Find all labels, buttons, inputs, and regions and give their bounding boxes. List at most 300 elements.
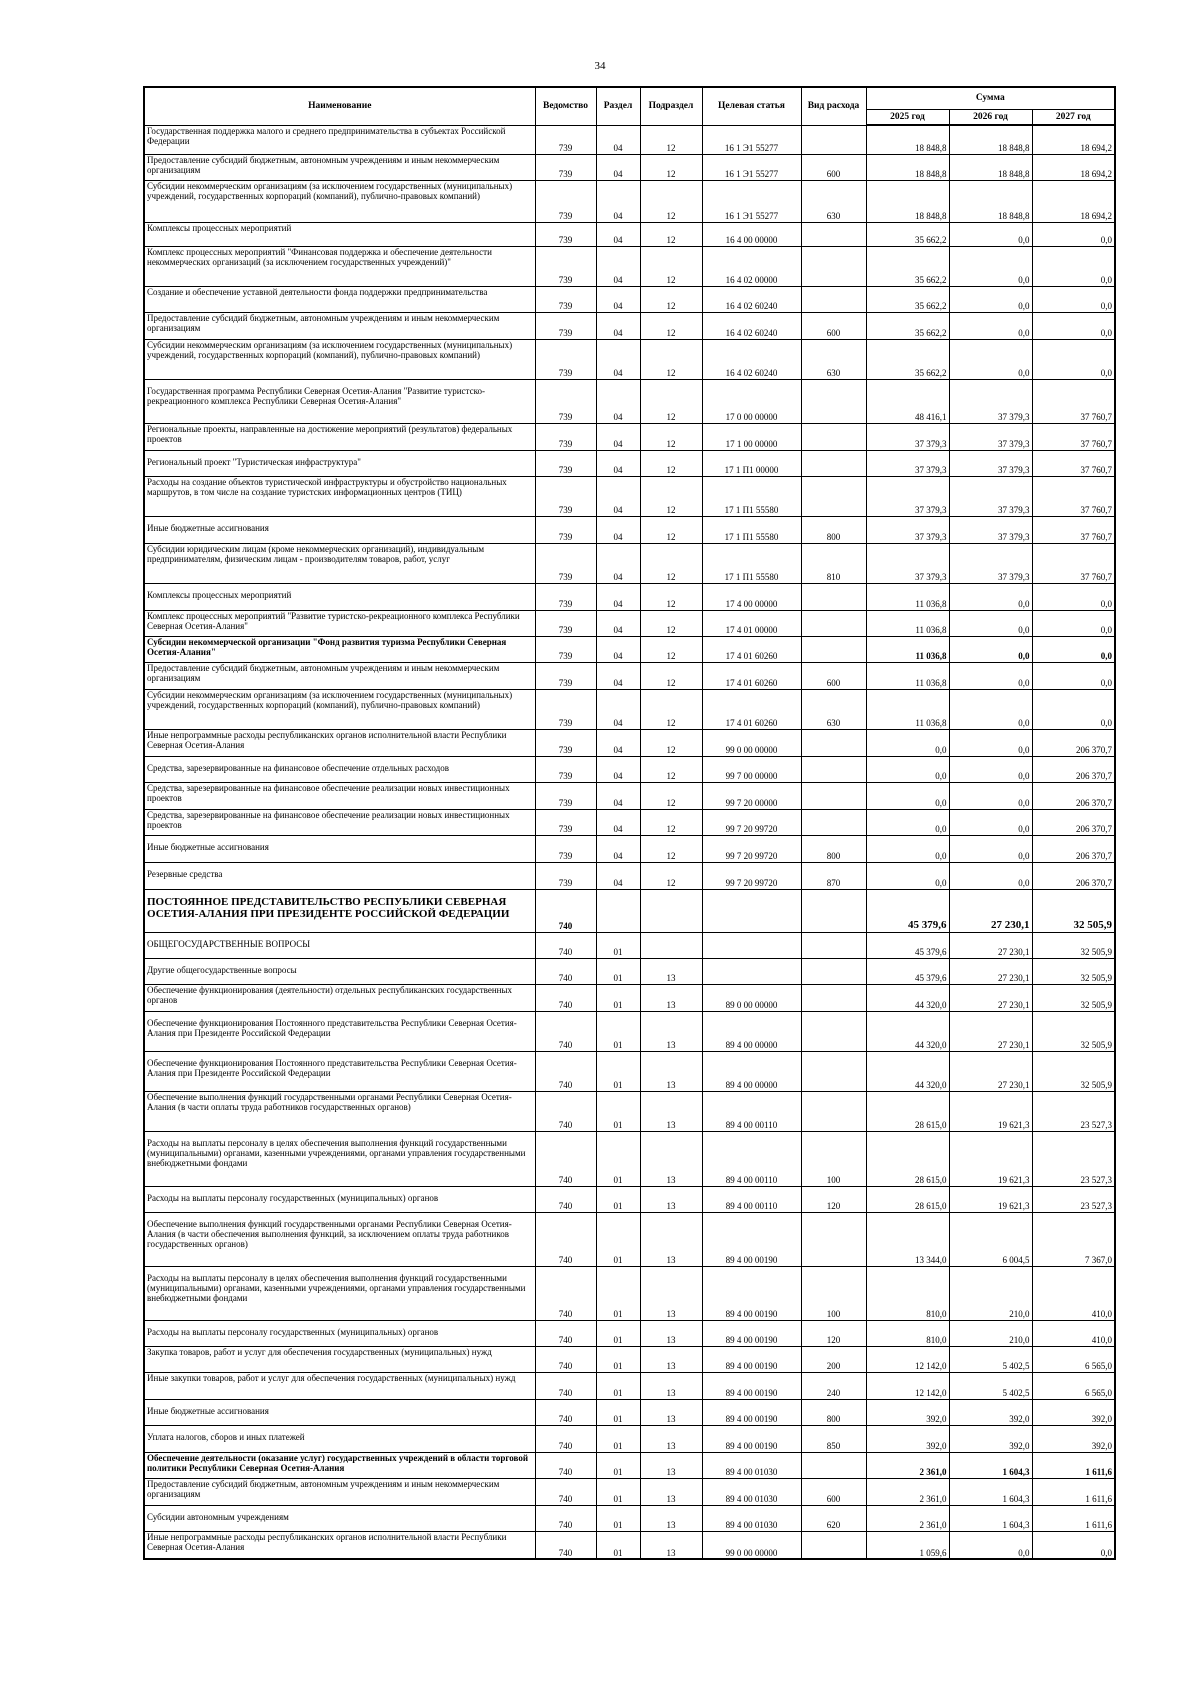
cell-target-article: 89 4 00 00110 [702, 1131, 801, 1186]
cell-subsection: 12 [640, 339, 702, 379]
cell-subsection: 13 [640, 1399, 702, 1425]
cell-subsection: 12 [640, 583, 702, 610]
table-row [144, 222, 1115, 246]
cell-name: Предоставление субсидий бюджетным, автономным учреждениям и иным некоммерческим организациям [144, 312, 535, 339]
cell-section: 04 [596, 835, 640, 862]
cell-target-article: 89 4 00 00190 [702, 1372, 801, 1399]
cell-expense-type [801, 958, 866, 984]
cell-sum-2027: 18 694,2 [1032, 125, 1115, 154]
cell-sum-2025: 392,0 [866, 1399, 949, 1425]
cell-sum-2026: 210,0 [949, 1266, 1032, 1320]
cell-subsection: 12 [640, 516, 702, 543]
cell-target-article: 89 4 00 01030 [702, 1452, 801, 1478]
cell-sum-2027: 0,0 [1032, 636, 1115, 662]
cell-sum-2027: 37 760,7 [1032, 423, 1115, 450]
cell-sum-2027: 392,0 [1032, 1399, 1115, 1425]
table-row [144, 1320, 1115, 1346]
table-row [144, 286, 1115, 312]
table-row [144, 809, 1115, 835]
cell-expense-type: 600 [801, 662, 866, 689]
cell-sum-2027: 7 367,0 [1032, 1212, 1115, 1266]
cell-target-article [702, 958, 801, 984]
cell-target-article: 99 0 00 00000 [702, 1531, 801, 1559]
cell-target-article: 89 4 00 00110 [702, 1091, 801, 1131]
cell-department: 740 [535, 1372, 596, 1399]
table-row [144, 984, 1115, 1011]
cell-sum-2027: 0,0 [1032, 610, 1115, 636]
cell-section: 04 [596, 286, 640, 312]
cell-sum-2025: 0,0 [866, 835, 949, 862]
cell-sum-2025: 28 615,0 [866, 1091, 949, 1131]
cell-name: Обеспечение функционирования (деятельности) отдельных республиканских государственных органов [144, 984, 535, 1011]
cell-name: Расходы на выплаты персоналу в целях обеспечения выполнения функций государственными (муниципальными) органами, казенными учреждениями, органами управления государственными внебюджетными фондами [144, 1131, 535, 1186]
cell-subsection: 12 [640, 636, 702, 662]
cell-sum-2027: 206 370,7 [1032, 756, 1115, 782]
table-row [144, 1452, 1115, 1478]
cell-target-article: 89 4 00 01030 [702, 1505, 801, 1531]
cell-sum-2025: 35 662,2 [866, 222, 949, 246]
cell-expense-type [801, 729, 866, 756]
cell-sum-2025: 1 059,6 [866, 1531, 949, 1559]
cell-department: 739 [535, 154, 596, 180]
cell-expense-type: 850 [801, 1425, 866, 1452]
cell-name: Иные непрограммные расходы республиканских органов исполнительной власти Республики Северная Осетия-Алания [144, 729, 535, 756]
cell-subsection: 12 [640, 450, 702, 476]
table-row [144, 889, 1115, 932]
cell-name: Предоставление субсидий бюджетным, автономным учреждениям и иным некоммерческим организациям [144, 1478, 535, 1505]
cell-sum-2027: 1 611,6 [1032, 1478, 1115, 1505]
table-row [144, 379, 1115, 423]
cell-expense-type [801, 1212, 866, 1266]
table-row [144, 835, 1115, 862]
table-row [144, 689, 1115, 729]
cell-target-article: 17 0 00 00000 [702, 379, 801, 423]
cell-subsection: 12 [640, 180, 702, 222]
cell-expense-type: 800 [801, 516, 866, 543]
cell-department: 739 [535, 379, 596, 423]
cell-sum-2025: 37 379,3 [866, 450, 949, 476]
cell-section: 04 [596, 476, 640, 516]
cell-subsection: 12 [640, 729, 702, 756]
cell-department: 739 [535, 180, 596, 222]
cell-expense-type [801, 450, 866, 476]
cell-name: Расходы на выплаты персоналу в целях обеспечения выполнения функций государственными (муниципальными) органами, казенными учреждениями, органами управления государственными внебюджетными фондами [144, 1266, 535, 1320]
cell-name: Предоставление субсидий бюджетным, автономным учреждениям и иным некоммерческим организациям [144, 662, 535, 689]
cell-sum-2025: 44 320,0 [866, 1051, 949, 1091]
header-year-2025: 2025 год [866, 110, 949, 126]
cell-sum-2027: 18 694,2 [1032, 154, 1115, 180]
cell-subsection: 13 [640, 1212, 702, 1266]
cell-name: Обеспечение выполнения функций государственными органами Республики Северная Осетия-Алания (в части обеспечения выполнения функций, за исключением оплаты труда работников государственных органов) [144, 1212, 535, 1266]
cell-sum-2026: 37 379,3 [949, 423, 1032, 450]
cell-section: 04 [596, 543, 640, 583]
cell-sum-2026: 6 004,5 [949, 1212, 1032, 1266]
cell-department: 740 [535, 1531, 596, 1559]
cell-sum-2027: 0,0 [1032, 1531, 1115, 1559]
cell-section: 01 [596, 1505, 640, 1531]
cell-target-article: 89 4 00 01030 [702, 1478, 801, 1505]
cell-sum-2025: 18 848,8 [866, 154, 949, 180]
cell-sum-2027: 0,0 [1032, 689, 1115, 729]
cell-department: 739 [535, 286, 596, 312]
cell-section: 04 [596, 450, 640, 476]
cell-target-article: 17 4 01 60260 [702, 662, 801, 689]
cell-department: 740 [535, 1051, 596, 1091]
cell-sum-2027: 0,0 [1032, 312, 1115, 339]
cell-section: 04 [596, 246, 640, 286]
cell-section [596, 889, 640, 932]
table-row [144, 1531, 1115, 1559]
cell-sum-2027: 32 505,9 [1032, 984, 1115, 1011]
cell-sum-2027: 0,0 [1032, 246, 1115, 286]
cell-sum-2025: 11 036,8 [866, 610, 949, 636]
cell-name: Субсидии некоммерческим организациям (за исключением государственных (муниципальных) учреждений, государственных корпораций (компаний), публично-правовых компаний) [144, 689, 535, 729]
cell-subsection: 13 [640, 1531, 702, 1559]
cell-name: Обеспечение выполнения функций государственными органами Республики Северная Осетия-Алания (в части оплаты труда работников государственных органов) [144, 1091, 535, 1131]
cell-sum-2026: 37 379,3 [949, 543, 1032, 583]
table-row [144, 662, 1115, 689]
cell-section: 04 [596, 862, 640, 889]
cell-section: 04 [596, 379, 640, 423]
cell-department: 739 [535, 689, 596, 729]
table-row [144, 1399, 1115, 1425]
cell-sum-2025: 2 361,0 [866, 1505, 949, 1531]
cell-expense-type: 120 [801, 1186, 866, 1212]
cell-subsection: 12 [640, 809, 702, 835]
cell-sum-2026: 0,0 [949, 809, 1032, 835]
cell-department: 740 [535, 1346, 596, 1372]
cell-sum-2025: 0,0 [866, 862, 949, 889]
cell-expense-type [801, 1051, 866, 1091]
table-row [144, 180, 1115, 222]
header-name: Наименование [144, 87, 535, 125]
cell-name: Иные бюджетные ассигнования [144, 835, 535, 862]
cell-section: 04 [596, 809, 640, 835]
cell-name: Комплекс процессных мероприятий "Финансовая поддержка и обеспечение деятельности некоммерческих организаций (за исключением государственных учреждений)" [144, 246, 535, 286]
cell-department: 739 [535, 583, 596, 610]
cell-department: 740 [535, 958, 596, 984]
cell-target-article: 16 1 Э1 55277 [702, 154, 801, 180]
table-row [144, 958, 1115, 984]
cell-target-article: 99 7 20 99720 [702, 809, 801, 835]
table-row [144, 1266, 1115, 1320]
cell-target-article: 16 4 02 60240 [702, 339, 801, 379]
cell-department: 739 [535, 782, 596, 809]
cell-section: 01 [596, 1372, 640, 1399]
cell-name: Комплекс процессных мероприятий "Развитие туристско-рекреационного комплекса Республики Северная Осетия-Алания" [144, 610, 535, 636]
cell-name: Другие общегосударственные вопросы [144, 958, 535, 984]
cell-sum-2027: 0,0 [1032, 286, 1115, 312]
table-row [144, 1131, 1115, 1186]
cell-target-article: 16 4 00 00000 [702, 222, 801, 246]
cell-subsection: 12 [640, 379, 702, 423]
cell-department: 740 [535, 1186, 596, 1212]
cell-target-article: 16 1 Э1 55277 [702, 125, 801, 154]
cell-expense-type [801, 932, 866, 958]
table-row [144, 423, 1115, 450]
cell-department: 739 [535, 246, 596, 286]
cell-department: 740 [535, 1212, 596, 1266]
cell-expense-type [801, 286, 866, 312]
cell-sum-2026: 18 848,8 [949, 125, 1032, 154]
cell-subsection: 13 [640, 1372, 702, 1399]
cell-sum-2027: 0,0 [1032, 662, 1115, 689]
cell-expense-type: 100 [801, 1266, 866, 1320]
cell-sum-2026: 392,0 [949, 1399, 1032, 1425]
cell-section: 01 [596, 1399, 640, 1425]
cell-name: Субсидии некоммерческим организациям (за исключением государственных (муниципальных) учреждений, государственных корпораций (компаний), публично-правовых компаний) [144, 180, 535, 222]
cell-sum-2025: 11 036,8 [866, 689, 949, 729]
cell-sum-2025: 44 320,0 [866, 1011, 949, 1051]
table-row [144, 1186, 1115, 1212]
cell-expense-type [801, 610, 866, 636]
cell-name: Иные непрограммные расходы республиканских органов исполнительной власти Республики Северная Осетия-Алания [144, 1531, 535, 1559]
cell-sum-2026: 0,0 [949, 689, 1032, 729]
cell-expense-type: 240 [801, 1372, 866, 1399]
cell-department: 740 [535, 932, 596, 958]
cell-department: 740 [535, 1505, 596, 1531]
budget-table [143, 86, 1116, 1560]
cell-department: 739 [535, 516, 596, 543]
cell-sum-2027: 206 370,7 [1032, 809, 1115, 835]
cell-name: Государственная программа Республики Северная Осетия-Алания "Развитие туристско-рекреационного комплекса Республики Северная Осетия-Алания" [144, 379, 535, 423]
cell-sum-2025: 37 379,3 [866, 516, 949, 543]
cell-sum-2027: 23 527,3 [1032, 1091, 1115, 1131]
cell-subsection: 12 [640, 662, 702, 689]
cell-name: Субсидии автономным учреждениям [144, 1505, 535, 1531]
cell-sum-2026: 0,0 [949, 1531, 1032, 1559]
cell-section: 01 [596, 1131, 640, 1186]
cell-sum-2025: 810,0 [866, 1320, 949, 1346]
table-row [144, 312, 1115, 339]
cell-subsection: 13 [640, 1346, 702, 1372]
cell-department: 740 [535, 1478, 596, 1505]
cell-subsection: 12 [640, 286, 702, 312]
cell-subsection: 12 [640, 312, 702, 339]
cell-subsection [640, 889, 702, 932]
header-year-2027: 2027 год [1032, 110, 1115, 126]
cell-sum-2026: 0,0 [949, 246, 1032, 286]
cell-expense-type: 600 [801, 312, 866, 339]
table-row [144, 1478, 1115, 1505]
cell-target-article: 17 4 01 00000 [702, 610, 801, 636]
cell-sum-2026: 392,0 [949, 1425, 1032, 1452]
cell-department: 740 [535, 1399, 596, 1425]
table-row [144, 1011, 1115, 1051]
cell-sum-2026: 37 379,3 [949, 379, 1032, 423]
cell-target-article: 99 0 00 00000 [702, 729, 801, 756]
cell-target-article: 89 4 00 00110 [702, 1186, 801, 1212]
cell-expense-type: 200 [801, 1346, 866, 1372]
cell-subsection: 13 [640, 1320, 702, 1346]
cell-subsection: 13 [640, 1011, 702, 1051]
cell-section: 04 [596, 516, 640, 543]
cell-sum-2026: 0,0 [949, 729, 1032, 756]
cell-expense-type [801, 1011, 866, 1051]
cell-target-article: 16 4 02 00000 [702, 246, 801, 286]
cell-department: 739 [535, 476, 596, 516]
table-row [144, 1091, 1115, 1131]
cell-subsection: 12 [640, 689, 702, 729]
cell-sum-2026: 0,0 [949, 862, 1032, 889]
cell-section: 04 [596, 180, 640, 222]
cell-name: Комплексы процессных мероприятий [144, 583, 535, 610]
cell-subsection: 13 [640, 1091, 702, 1131]
cell-expense-type [801, 379, 866, 423]
cell-section: 01 [596, 1531, 640, 1559]
cell-sum-2027: 1 611,6 [1032, 1452, 1115, 1478]
cell-sum-2027: 37 760,7 [1032, 516, 1115, 543]
cell-sum-2025: 35 662,2 [866, 286, 949, 312]
cell-target-article [702, 932, 801, 958]
cell-sum-2025: 392,0 [866, 1425, 949, 1452]
cell-sum-2025: 18 848,8 [866, 180, 949, 222]
cell-sum-2025: 18 848,8 [866, 125, 949, 154]
cell-section: 01 [596, 1425, 640, 1452]
table-row [144, 756, 1115, 782]
cell-department: 739 [535, 543, 596, 583]
table-row [144, 543, 1115, 583]
cell-subsection: 12 [640, 835, 702, 862]
cell-sum-2027: 37 760,7 [1032, 450, 1115, 476]
cell-subsection: 13 [640, 1505, 702, 1531]
cell-subsection: 12 [640, 756, 702, 782]
cell-department: 739 [535, 662, 596, 689]
cell-target-article: 17 1 П1 55580 [702, 543, 801, 583]
cell-sum-2025: 35 662,2 [866, 339, 949, 379]
cell-sum-2027: 32 505,9 [1032, 1011, 1115, 1051]
cell-section: 04 [596, 662, 640, 689]
cell-sum-2027: 410,0 [1032, 1320, 1115, 1346]
cell-sum-2026: 0,0 [949, 756, 1032, 782]
cell-sum-2027: 23 527,3 [1032, 1186, 1115, 1212]
cell-sum-2026: 0,0 [949, 583, 1032, 610]
cell-expense-type [801, 125, 866, 154]
cell-subsection: 13 [640, 1051, 702, 1091]
cell-sum-2026: 0,0 [949, 835, 1032, 862]
cell-section: 04 [596, 312, 640, 339]
cell-sum-2025: 0,0 [866, 756, 949, 782]
cell-expense-type [801, 636, 866, 662]
cell-sum-2025: 28 615,0 [866, 1186, 949, 1212]
cell-sum-2025: 2 361,0 [866, 1452, 949, 1478]
cell-department: 739 [535, 756, 596, 782]
table-row [144, 125, 1115, 154]
cell-section: 04 [596, 782, 640, 809]
cell-target-article: 17 1 П1 55580 [702, 516, 801, 543]
cell-expense-type [801, 1452, 866, 1478]
cell-sum-2026: 1 604,3 [949, 1478, 1032, 1505]
header-target-article: Целевая статья [702, 87, 801, 125]
cell-subsection: 12 [640, 782, 702, 809]
cell-sum-2026: 37 379,3 [949, 450, 1032, 476]
cell-sum-2025: 0,0 [866, 782, 949, 809]
cell-name: Иные закупки товаров, работ и услуг для обеспечения государственных (муниципальных) нужд [144, 1372, 535, 1399]
cell-expense-type [801, 809, 866, 835]
cell-sum-2025: 13 344,0 [866, 1212, 949, 1266]
cell-sum-2025: 35 662,2 [866, 312, 949, 339]
header-section: Раздел [596, 87, 640, 125]
table-row [144, 729, 1115, 756]
cell-target-article: 99 7 20 00000 [702, 782, 801, 809]
cell-subsection [640, 932, 702, 958]
cell-sum-2026: 18 848,8 [949, 180, 1032, 222]
header-sum: Сумма [866, 87, 1115, 110]
cell-name: Региональный проект "Туристическая инфраструктура" [144, 450, 535, 476]
cell-sum-2027: 0,0 [1032, 583, 1115, 610]
cell-sum-2025: 45 379,6 [866, 958, 949, 984]
cell-sum-2025: 37 379,3 [866, 543, 949, 583]
cell-sum-2026: 27 230,1 [949, 889, 1032, 932]
cell-sum-2026: 0,0 [949, 286, 1032, 312]
cell-department: 739 [535, 636, 596, 662]
cell-section: 01 [596, 1266, 640, 1320]
cell-sum-2025: 35 662,2 [866, 246, 949, 286]
cell-sum-2025: 44 320,0 [866, 984, 949, 1011]
table-row [144, 339, 1115, 379]
cell-target-article: 16 1 Э1 55277 [702, 180, 801, 222]
cell-section: 01 [596, 1091, 640, 1131]
cell-expense-type [801, 583, 866, 610]
cell-target-article: 99 7 20 99720 [702, 835, 801, 862]
cell-expense-type [801, 423, 866, 450]
cell-sum-2025: 12 142,0 [866, 1346, 949, 1372]
cell-sum-2025: 37 379,3 [866, 423, 949, 450]
cell-subsection: 13 [640, 1266, 702, 1320]
cell-name: Региональные проекты, направленные на достижение мероприятий (результатов) федеральных проектов [144, 423, 535, 450]
cell-name: Средства, зарезервированные на финансовое обеспечение отдельных расходов [144, 756, 535, 782]
cell-expense-type [801, 756, 866, 782]
cell-sum-2027: 410,0 [1032, 1266, 1115, 1320]
cell-target-article: 89 4 00 00000 [702, 1051, 801, 1091]
cell-sum-2026: 210,0 [949, 1320, 1032, 1346]
cell-department: 739 [535, 729, 596, 756]
cell-name: Уплата налогов, сборов и иных платежей [144, 1425, 535, 1452]
cell-department: 740 [535, 984, 596, 1011]
table-row [144, 1346, 1115, 1372]
cell-target-article: 89 4 00 00190 [702, 1346, 801, 1372]
cell-sum-2026: 0,0 [949, 339, 1032, 379]
cell-target-article: 17 1 00 00000 [702, 423, 801, 450]
cell-expense-type [801, 476, 866, 516]
table-row [144, 476, 1115, 516]
cell-name: Субсидии некоммерческой организации "Фонд развития туризма Республики Северная Осетия-Алания" [144, 636, 535, 662]
cell-name: Субсидии некоммерческим организациям (за исключением государственных (муниципальных) учреждений, государственных корпораций (компаний), публично-правовых компаний) [144, 339, 535, 379]
cell-subsection: 12 [640, 154, 702, 180]
table-row [144, 516, 1115, 543]
cell-sum-2026: 0,0 [949, 312, 1032, 339]
cell-target-article: 89 4 00 00190 [702, 1212, 801, 1266]
cell-expense-type: 630 [801, 689, 866, 729]
cell-department: 740 [535, 1091, 596, 1131]
cell-section: 04 [596, 610, 640, 636]
cell-name: Расходы на выплаты персоналу государственных (муниципальных) органов [144, 1186, 535, 1212]
cell-section: 04 [596, 636, 640, 662]
cell-subsection: 12 [640, 476, 702, 516]
cell-sum-2026: 37 379,3 [949, 516, 1032, 543]
table-row [144, 932, 1115, 958]
cell-expense-type [801, 1091, 866, 1131]
cell-expense-type: 600 [801, 1478, 866, 1505]
cell-section: 01 [596, 1452, 640, 1478]
cell-sum-2027: 392,0 [1032, 1425, 1115, 1452]
cell-name: Иные бюджетные ассигнования [144, 1399, 535, 1425]
cell-sum-2027: 206 370,7 [1032, 835, 1115, 862]
cell-sum-2026: 0,0 [949, 610, 1032, 636]
cell-sum-2026: 1 604,3 [949, 1505, 1032, 1531]
cell-name: Обеспечение деятельности (оказание услуг) государственных учреждений в области торговой политики Республики Северная Осетия-Алания [144, 1452, 535, 1478]
header-department: Ведомство [535, 87, 596, 125]
